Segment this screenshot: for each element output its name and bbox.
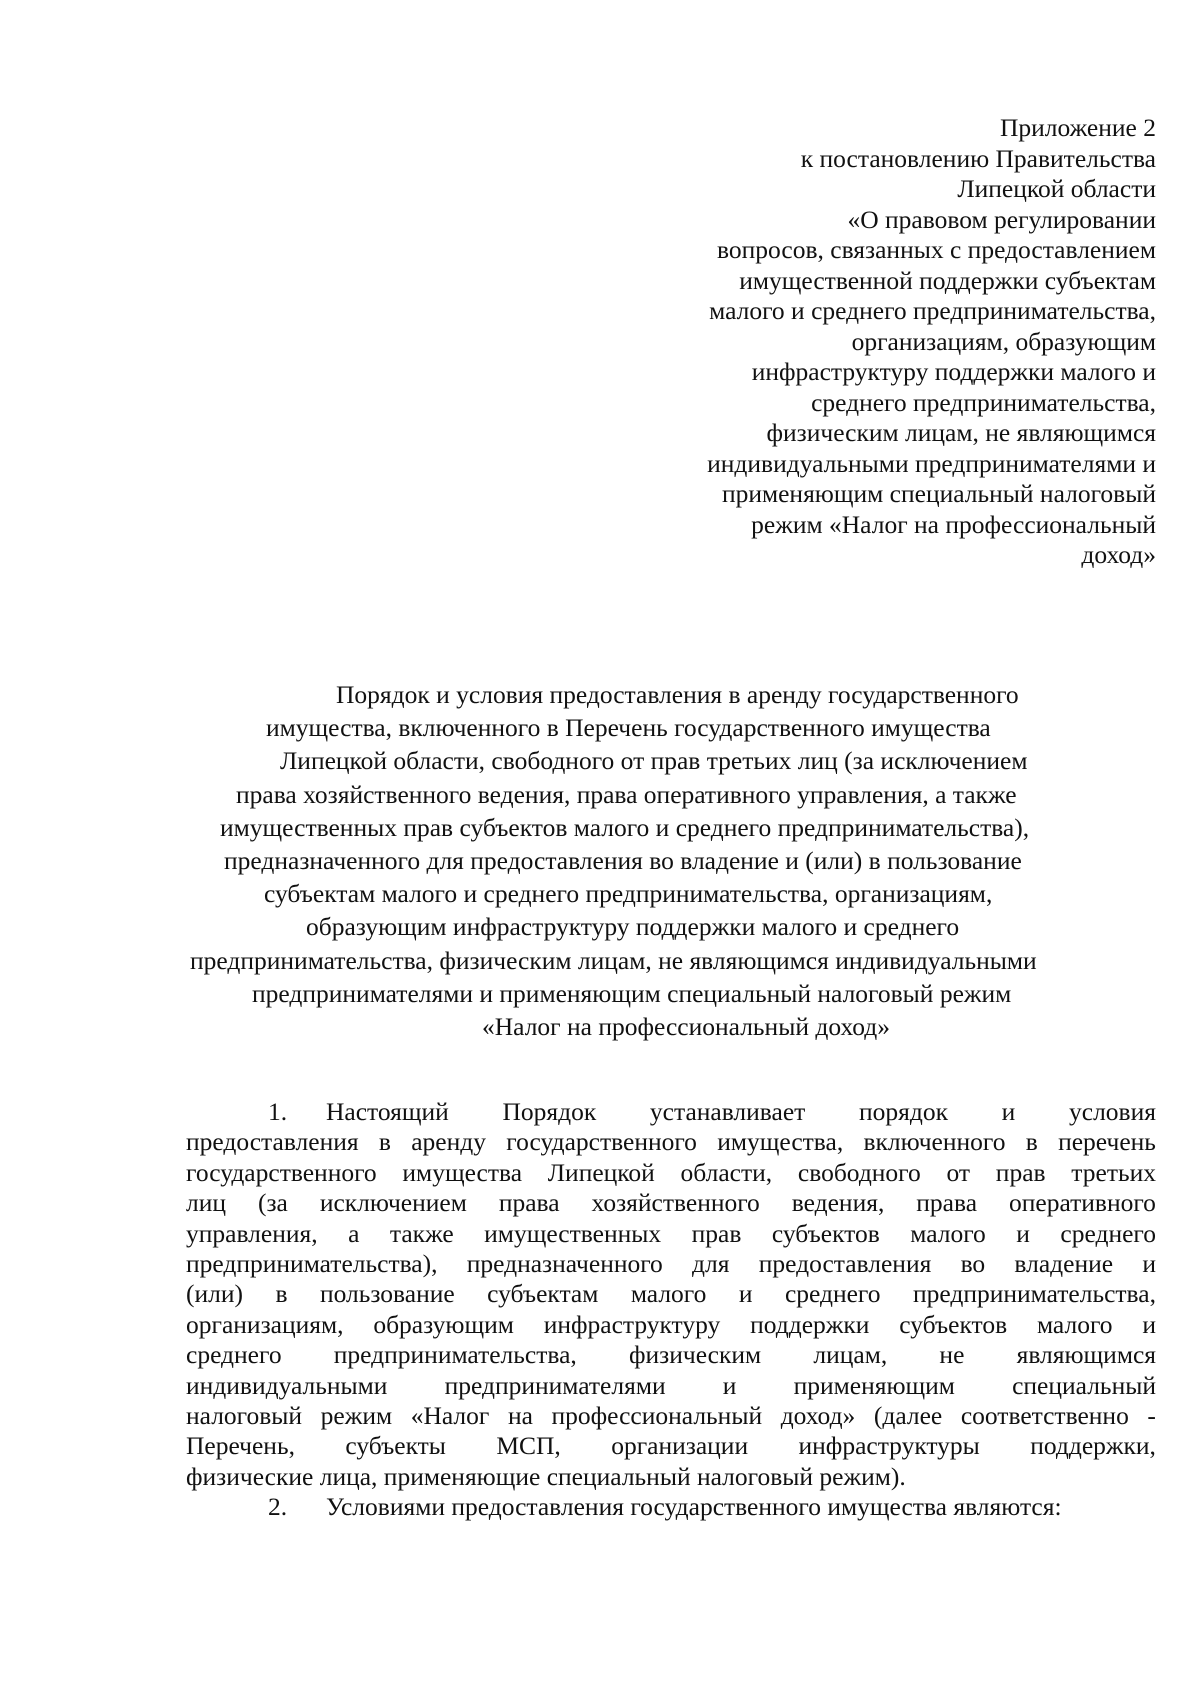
annex-line: вопросов, связанных с предоставлением — [717, 235, 1156, 264]
word: инфраструктуру — [543, 1309, 721, 1339]
annex-header — [636, 113, 1156, 571]
word: Липецкой — [547, 1157, 655, 1187]
annex-line: малого и среднего предпринимательства, — [709, 296, 1156, 325]
word: специальный — [1012, 1370, 1156, 1400]
word: малого — [630, 1279, 707, 1309]
word: во — [960, 1249, 986, 1279]
word: (далее — [873, 1401, 943, 1431]
word: предпринимательства, — [912, 1279, 1156, 1309]
word: Порядок — [502, 1097, 597, 1126]
word: предпринимателями — [444, 1370, 666, 1400]
word: имущества, — [717, 1127, 844, 1157]
para1-line — [186, 1340, 1156, 1370]
para1-line — [186, 1249, 1156, 1279]
word: среднего — [784, 1279, 881, 1309]
word: и — [1001, 1097, 1016, 1126]
para1-line — [186, 1188, 1156, 1218]
para1-line — [186, 1127, 1156, 1157]
word: прав — [995, 1157, 1046, 1187]
word: (за — [257, 1188, 288, 1218]
word: исключением — [319, 1188, 467, 1218]
annex-line: организациям, образующим — [851, 326, 1156, 356]
word: физическим — [628, 1340, 762, 1370]
document-body — [186, 1097, 1156, 1523]
word: также — [389, 1218, 454, 1248]
paragraph-1 — [186, 1097, 1156, 1492]
para1-line — [186, 1431, 1156, 1461]
annex-line: Приложение 2 — [1000, 113, 1156, 142]
word: в — [378, 1127, 391, 1157]
word: предпринимательства), — [186, 1249, 438, 1279]
word: и — [1016, 1218, 1030, 1248]
para1-line — [186, 1401, 1156, 1431]
word: субъектов — [899, 1309, 1008, 1339]
para1-line — [186, 1371, 1156, 1401]
paragraph-2 — [186, 1492, 1156, 1522]
word: имущества — [402, 1157, 523, 1187]
word: среднего — [186, 1340, 282, 1370]
word: поддержки, — [1030, 1431, 1156, 1461]
para1-line — [186, 1158, 1156, 1188]
annex-line: индивидуальными предпринимателями и — [707, 448, 1156, 478]
word: перечень — [1058, 1127, 1156, 1157]
word: устанавливает — [649, 1097, 806, 1126]
word: имущественных — [484, 1218, 662, 1248]
word: владение — [1014, 1249, 1114, 1279]
word: в — [275, 1279, 288, 1309]
word: Настоящий — [326, 1097, 449, 1126]
word: малого — [1036, 1309, 1113, 1339]
word: Перечень, — [186, 1431, 295, 1461]
word: инфраструктуры — [798, 1431, 980, 1461]
word: аренду — [411, 1127, 486, 1157]
word: МСП, — [496, 1431, 561, 1461]
title-line: предпринимателями и применяющим специальный налоговый режим — [252, 978, 1012, 1008]
word: хозяйственного — [591, 1188, 760, 1218]
word: не — [939, 1340, 965, 1370]
word: от — [946, 1157, 971, 1187]
title-line: права хозяйственного ведения, права оперативного управления, а также — [236, 779, 1017, 809]
word: налоговый — [186, 1401, 303, 1431]
word: и — [738, 1279, 753, 1309]
word: и — [1142, 1309, 1156, 1339]
para1-line — [186, 1310, 1156, 1340]
word: субъектов — [771, 1218, 880, 1248]
word: соответственно — [960, 1401, 1129, 1431]
word: права — [498, 1188, 560, 1218]
word: организациям, — [186, 1309, 344, 1339]
paragraph-number: 2. — [268, 1492, 288, 1522]
title-line: Порядок и условия предоставления в аренду государственного — [336, 680, 1019, 709]
annex-line: режим «Налог на профессиональный — [751, 509, 1156, 539]
para1-line — [186, 1219, 1156, 1249]
word: режим — [320, 1401, 393, 1431]
title-line: предпринимательства, физическим лицам, не являющимся индивидуальными — [190, 945, 1037, 975]
word: в — [1025, 1127, 1038, 1157]
word: третьих — [1071, 1157, 1156, 1187]
word: на — [507, 1401, 533, 1431]
word: среднего — [1060, 1218, 1156, 1248]
title-line: Липецкой области, свободного от прав третьих лиц (за исключением — [280, 746, 1028, 776]
word: оперативного — [1008, 1188, 1156, 1218]
annex-line: имущественной поддержки субъектам — [739, 265, 1156, 295]
word: лицам, — [813, 1340, 888, 1370]
word: доход» — [780, 1401, 856, 1431]
word: ведения, — [791, 1188, 885, 1218]
paragraph-number: 1. — [268, 1097, 288, 1126]
annex-line: «О правовом регулировании — [847, 204, 1156, 234]
word: и — [1142, 1249, 1156, 1279]
word: и — [722, 1370, 737, 1400]
word: субъектам — [487, 1279, 599, 1309]
para1-line-first — [186, 1097, 1156, 1127]
word: индивидуальными — [186, 1370, 388, 1400]
title-line: предназначенного для предоставления во владение и (или) в пользование — [224, 846, 1022, 876]
word: государственного — [186, 1157, 377, 1187]
para1-line-text — [326, 1097, 1156, 1127]
word: а — [348, 1218, 360, 1248]
word: для — [692, 1249, 730, 1279]
word: права — [916, 1188, 978, 1218]
para1-line — [186, 1279, 1156, 1309]
word: поддержки — [750, 1309, 870, 1339]
annex-line: среднего предпринимательства, — [811, 387, 1156, 417]
word: - — [1147, 1401, 1156, 1431]
word: области, — [680, 1157, 773, 1187]
word: включенного — [863, 1127, 1006, 1157]
paragraph-2-text: Условиями предоставления государственного имущества являются: — [326, 1492, 1062, 1522]
document-title — [190, 678, 1150, 1043]
word: пользование — [319, 1279, 455, 1309]
word: прав — [691, 1218, 742, 1248]
title-line: «Налог на профессиональный доход» — [482, 1012, 890, 1042]
para1-line: физические лица, применяющие специальный налоговый режим). — [186, 1461, 906, 1491]
title-line: образующим инфраструктуру поддержки малого и среднего — [306, 912, 960, 942]
word: предназначенного — [466, 1249, 663, 1279]
word: порядок — [858, 1097, 948, 1126]
word: являющимся — [1016, 1340, 1156, 1370]
title-line: имущественных прав субъектов малого и среднего предпринимательства), — [220, 812, 1030, 842]
annex-line: применяющим специальный налоговый — [721, 479, 1156, 508]
annex-line: инфраструктуру поддержки малого и — [751, 357, 1156, 386]
word: условия — [1069, 1097, 1156, 1126]
word: государственного — [506, 1127, 697, 1157]
title-line: имущества, включенного в Перечень государственного имущества — [266, 713, 991, 743]
word: лиц — [186, 1188, 227, 1218]
annex-line: к постановлению Правительства — [800, 143, 1156, 173]
word: предоставления — [186, 1127, 359, 1157]
word: свободного — [797, 1157, 921, 1187]
annex-line: физическим лицам, не являющимся — [766, 418, 1156, 447]
annex-line: Липецкой области — [957, 174, 1156, 203]
word: организации — [611, 1431, 749, 1461]
annex-line: доход» — [1081, 540, 1156, 569]
word: малого — [910, 1218, 986, 1248]
word: профессиональный — [551, 1401, 763, 1431]
word: субъекты — [345, 1431, 446, 1461]
title-line: субъектам малого и среднего предпринимательства, организациям, — [264, 879, 993, 909]
word: управления, — [186, 1218, 318, 1248]
word: образующим — [373, 1309, 514, 1339]
word: предпринимательства, — [333, 1340, 577, 1370]
word: (или) — [186, 1279, 244, 1309]
word: «Налог — [410, 1401, 490, 1431]
word: предоставления — [758, 1249, 932, 1279]
word: применяющим — [793, 1370, 955, 1400]
